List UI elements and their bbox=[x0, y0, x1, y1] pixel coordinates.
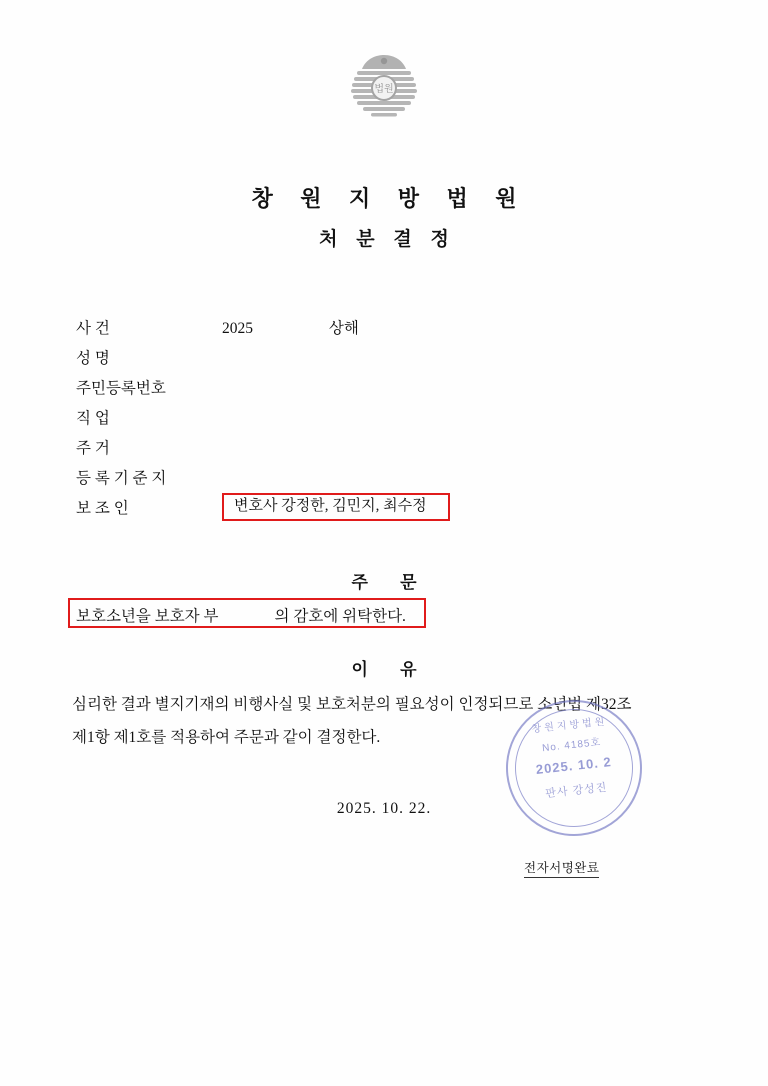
disposition-text-part2: 의 감호에 위탁한다. bbox=[274, 608, 406, 625]
court-emblem-icon bbox=[343, 52, 425, 120]
field-label-occupation: 직 업 bbox=[76, 410, 110, 427]
disposition-text bbox=[76, 604, 406, 626]
section-header-reason: 이 유 bbox=[351, 660, 431, 679]
field-row-case bbox=[76, 312, 696, 342]
field-value-case-year: 2025 bbox=[222, 320, 253, 337]
section-header-disposition: 주 문 bbox=[351, 573, 431, 592]
field-value-case bbox=[222, 316, 359, 338]
seal-arc-text: 창원지방법원 bbox=[531, 716, 608, 736]
court-emblem-container bbox=[0, 52, 768, 120]
disposition-text-part1: 보호소년을 보호자 부 bbox=[76, 608, 219, 625]
electronic-signature-note: 전자서명완료 bbox=[524, 858, 599, 878]
field-row-assistant bbox=[76, 492, 696, 522]
field-label-resident-number: 주민등록번호 bbox=[76, 380, 166, 397]
field-row-name bbox=[76, 342, 696, 372]
field-label-case: 사 건 bbox=[76, 320, 110, 337]
field-row-resident-number bbox=[76, 372, 696, 402]
seal-date: 2025. 10. 2 bbox=[535, 754, 613, 777]
court-name-title: 창 원 지 방 법 원 bbox=[251, 186, 528, 211]
field-label-assistant: 보 조 인 bbox=[76, 500, 129, 517]
seal-number: No. 4185호 bbox=[541, 737, 602, 755]
document-title: 처 분 결 정 bbox=[319, 229, 456, 250]
reason-line-2: 제1항 제1호를 적용하여 주문과 같이 결정한다. bbox=[72, 729, 381, 746]
field-label-residence: 주 거 bbox=[76, 440, 110, 457]
field-label-registry-base: 등 록 기 준 지 bbox=[76, 470, 167, 487]
field-label-name: 성 명 bbox=[76, 350, 110, 367]
case-fields-list bbox=[76, 312, 696, 522]
reason-line-1: 심리한 결과 별지기재의 비행사실 및 보호처분의 필요성이 인정되므로 소년법 제32조 bbox=[72, 696, 632, 713]
field-row-occupation bbox=[76, 402, 696, 432]
svg-text:법원: 법원 bbox=[374, 84, 394, 95]
field-row-residence bbox=[76, 432, 696, 462]
seal-judge: 판사 강성진 bbox=[544, 781, 608, 801]
field-value-assistant-highlighted: 변호사 강정한, 김민지, 최수정 bbox=[222, 493, 450, 521]
field-value-case-charge: 상해 bbox=[328, 320, 359, 337]
field-row-registry-base bbox=[76, 462, 696, 492]
decision-date: 2025. 10. 22. bbox=[336, 800, 432, 817]
